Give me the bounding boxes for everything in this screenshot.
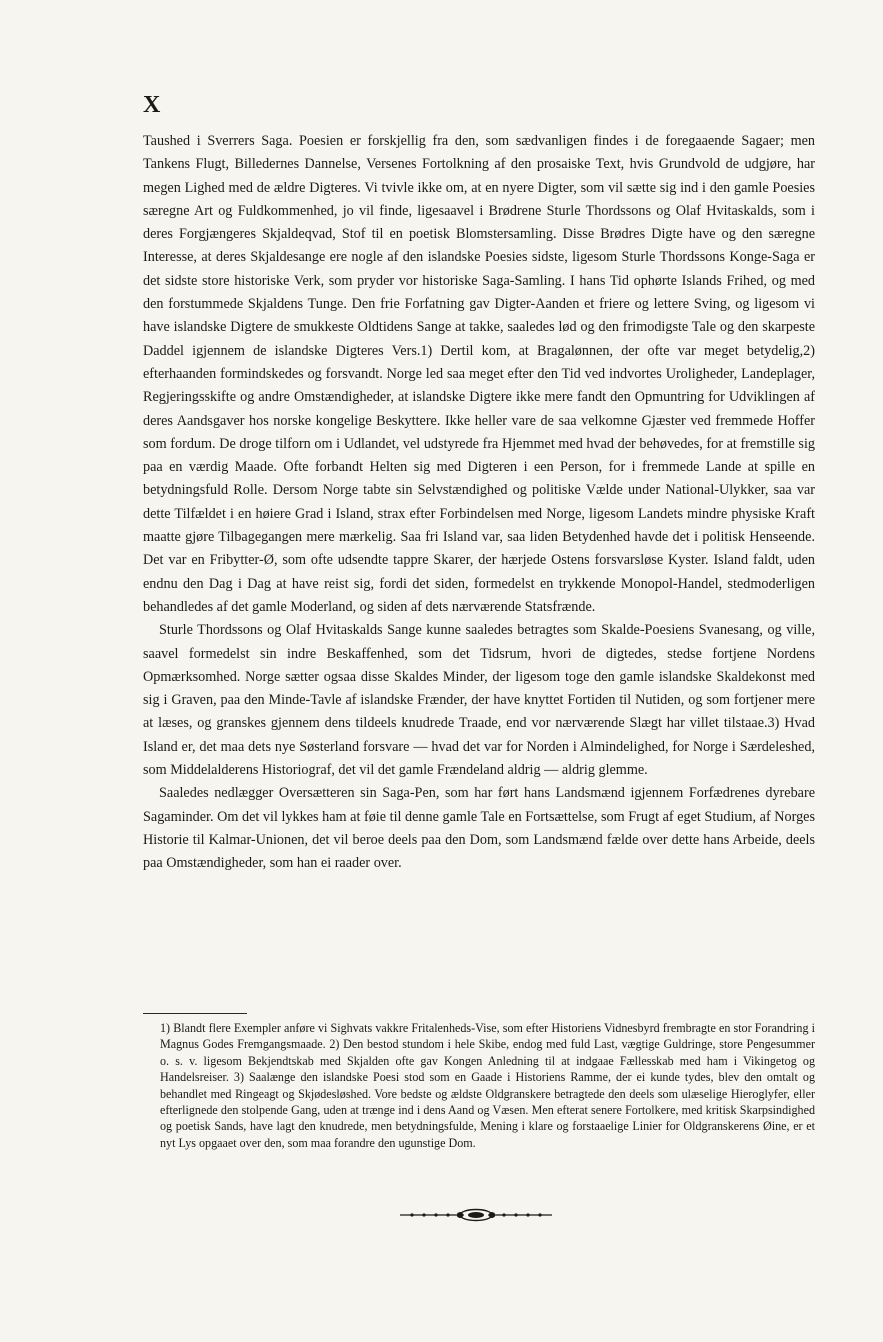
page-number: X [143, 92, 162, 118]
footnote-divider [143, 1013, 247, 1014]
footnotes [160, 1020, 815, 1151]
paragraph: Saaledes nedlægger Oversætteren sin Saga-Pen, som har ført hans Landsmænd igjennem Forfædrenes dyrebare Sagaminder. Om det vil lykkes ham at føie til denne gamle Tale en Fortsættelse, som Frugt af eget Studium, af Norges Historie til Kalmar-Unionen, det vil beroe deels paa den Dom, som Landsmænd fælde over dette hans Arbeide, deels paa Omstændigheder, som han ei raader over. [143, 785, 815, 872]
main-text [143, 130, 815, 876]
paragraph: Taushed i Sverrers Saga. Poesien er forskjellig fra den, som sædvanligen findes i de foregaaende Sagaer; men Tankens Flugt, Billedernes Dannelse, Versenes Fortolkning af den prosaiske Text, hvis Grundvold de udgjøre, har megen Lighed med de ældre Digteres. Vi tvivle ikke om, at en nyere Digter, som vil sætte sig ind i den gamle Poesies særegne Art og Fuldkommenhed, jo vil finde, ligesaavel i Brødrene Sturle Thordssons og Olaf Hvitaskalds, som i deres Forgjængeres Skjaldeqvad, Stof til en poetisk Blomstersamling. Disse Brødres Digte have og den særegne Interesse, at deres Skjaldesange ere nogle af den islandske Poesies sidste, ligesom Sturle Thordssons Konge-Saga er det sidste store historiske Verk, som pryder vor historiske Saga-Samling. I hans Tid ophørte Islands Frihed, og med den forstummede Skjaldens Tunge. Den frie Forfatning gav Digter-Aanden et friere og lettere Sving, og ligesom vi have islandske Digtere de smukkeste Oldtidens Sange at takke, saaledes lød og den frimodigste Tale og den skarpeste Daddel igjennem de islandske Digteres Vers.1) Dertil kom, at Bragalønnen, der ofte var meget betydelig,2) efterhaanden formindskedes og forsvandt. Norge led saa meget efter den Tid ved indvortes Uroligheder, Landeplager, Regjeringsskifte og andre Omstændigheder, at islandske Digtere ikke mere fandt den Opmuntring for Udviklingen af deres Aandsgaver hos norske kongelige Beskyttere. Ikke heller vare de saa velkomne Gjæster ved fremmede Hoffer som fordum. De droge tilforn om i Udlandet, vel udstyrede fra Hjemmet med hvad der behøvedes, for at fremstille sig paa en værdig Maade. Ofte forbandt Helten sig med Digteren i een Person, for i fremmede Lande at spille en betydningsfuld Rolle. Dersom Norge tabte sin Selvstændighed og politiske Vælde under National-Ulykker, saa var dette Tilfældet i en høiere Grad i Island, strax efter Forbindelsen med Norge, ligesom Landets mindre physiske Kraft maatte gjøre Tilbagegangen mere mærkelig. Saa fri Island var, saa liden Betydenhed havde det i politisk Henseende. Det var en Fribytter-Ø, som ofte udsendte tappre Skarer, der hærjede Ostens forsvarsløse Kyster. Island faldt, uden endnu den Dag i Dag at have reist sig, fordi det siden, formedelst en trykkende Monopol-Handel, stedmoderligen behandledes af det gamle Moderland, og siden af dets nærværende Statsfrænde. [143, 133, 815, 615]
paragraph: Sturle Thordssons og Olaf Hvitaskalds Sange kunne saaledes betragtes som Skalde-Poesiens Svanesang, og ville, saavel formedelst sin indre Beskaffenhed, som det Tidsrum, hvori de digtedes, stedse fortjene Nordens Opmærksomhed. Norge sætter ogsaa disse Skaldes Minder, der ligesom toge den gamle islandske Skaldekonst med sig i Graven, paa den Minde-Tavle af islandske Frænder, der have knyttet Fortiden til Nutiden, og som fortjener mere at læses, og granskes gjennem dens tildeels knudrede Traade, end vor nærværende Slægt har villet tilstaae.3) Hvad Island er, det maa dets nye Søsterland forsvare — hvad det var for Norden i Almindelighed, for Norge i Særdeleshed, som Middelalderens Historiograf, det vil det gamle Frændeland aldrig — aldrig glemme. [143, 622, 815, 779]
decorative-tailpiece-icon [398, 1205, 554, 1225]
footnote-text: 1) Blandt flere Exempler anføre vi Sighvats vakkre Fritalenheds-Vise, som efter Historiens Vidnesbyrd frembragte en stor Forandring i Magnus Godes Fremgangsmaade. 2) Den bestod stundom i hele Skibe, endog med fuld Last, vægtige Guldringe, store Pengesummer o. s. v. ligesom Bekjendtskab med Skjalden ofte gav Kongen Anledning til at indgaae Fællesskab med ham i Vikingetog og Handelsreiser. 3) Saalænge den islandske Poesi stod som en Gaade i Historiens Ramme, der ei kunde tydes, blev den omtalt og behandlet med Ringeagt og Skjødesløshed. Vore bedste og ældste Oldgranskere betragtede den deels som ulæselige Hieroglyfer, eller efterlignede den stolpende Gang, uden at trænge ind i dens Aand og Væsen. Men efterat senere Fortolkere, med kritisk Skarpsindighed og poetisk Sands, have lagt den knudrede, men betydningsfulde, Mening i klare og forstaaelige Linier for Oldgranskerens Øine, er et nyt Lys opgaaet over den, som maa forandre den ugunstige Dom. [160, 1021, 815, 1150]
